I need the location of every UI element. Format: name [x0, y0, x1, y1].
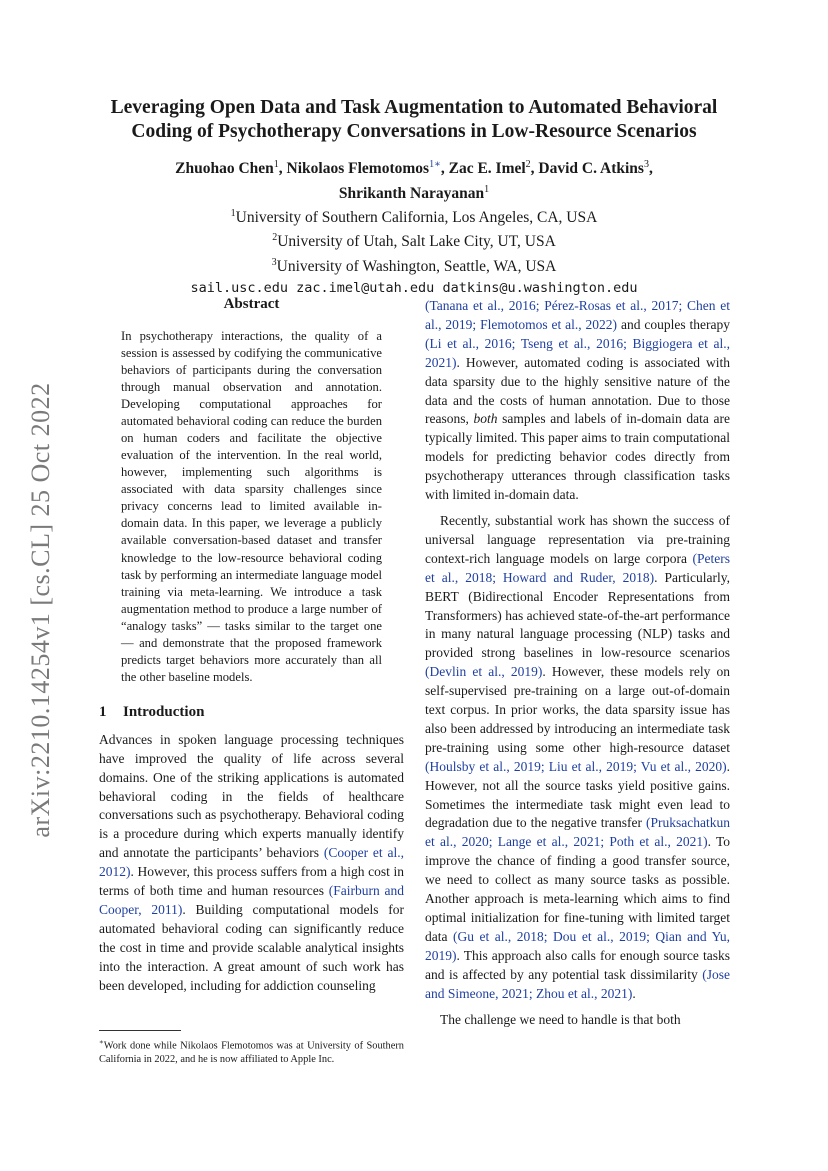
text-run: . However, these models rely on self-supervised pre-training on a large out-of-domain text corpus. In prior works, the data sparsity issue has also been addressed by introducing an intermediate task pre-training using some other high-resource dataset: [425, 664, 730, 755]
affiliation-text: University of Utah, Salt Lake City, UT, USA: [277, 233, 556, 251]
affiliation-mark: 1: [230, 208, 236, 220]
citation-link[interactable]: (Gu et al., 2018; Dou et al., 2019; Qian and Yu, 2019): [425, 928, 730, 963]
affiliation-mark: 2: [272, 232, 278, 244]
text-run: .: [632, 985, 636, 1001]
introduction-body: [99, 731, 404, 996]
affiliation-1: [60, 204, 768, 228]
author-affiliation-mark[interactable]: 1∗: [429, 159, 441, 170]
affiliation-mark: 3: [271, 256, 277, 268]
author-name: Shrikanth Narayanan: [338, 185, 485, 203]
section-heading-introduction: [99, 703, 404, 722]
author-name: David C. Atkins: [538, 160, 644, 178]
title-line-2: Coding of Psychotherapy Conversations in Low-Resource Scenarios: [131, 121, 697, 142]
author-name: Zhuohao Chen: [175, 160, 274, 178]
text-run: Advances in spoken language processing techniques have improved the quality of life across several domains. One of the striking applications is automated behavioral coding in the fields of healthcare conversations such as psychotherapy. Behavioral coding is a procedure during which experts manually identify and annotate the participants’ behaviors: [99, 731, 404, 861]
right-paragraph-3: The challenge we need to handle is that both: [440, 1011, 681, 1027]
citation-link[interactable]: (Fairburn and Cooper, 2011): [99, 883, 404, 917]
right-paragraph-1: [425, 297, 730, 505]
text-run: Recently, substantial work has shown the success of universal language representation via pre-training context-rich language models on large corpora: [425, 512, 730, 566]
emphasis-text: both: [473, 411, 498, 427]
citation-link[interactable]: (Houlsby et al., 2019; Liu et al., 2019; Vu et al., 2020): [425, 758, 727, 774]
right-column: [425, 297, 730, 1029]
author-emails: sail.usc.edu zac.imel@utah.edu datkins@u.washington.edu: [190, 279, 638, 296]
citation-link[interactable]: (Cooper et al., 2012): [99, 845, 404, 880]
text-run: samples and labels of in-domain data are typically limited. This paper aims to train computational models for predicting behavior codes directly from psychotherapy utterances through classification tasks with limited in-domain data.: [425, 411, 730, 503]
text-run: . Particularly, BERT (Bidirectional Encoder Representations from Transformers) has achieved state-of-the-art performance in many natural language processing (NLP) tasks and provided strong baselines in low-resource scenarios: [425, 569, 730, 661]
footnote-mark: ∗: [99, 1038, 104, 1046]
text-run: . However, automated coding is associated with data sparsity due to the highly sensitive nature of the data and the costs of human annotation. Due to those reasons,: [425, 354, 730, 427]
abstract-heading: Abstract: [223, 296, 280, 312]
citation-link[interactable]: (Jose and Simeone, 2021; Zhou et al., 2021): [425, 966, 730, 1001]
author-affiliation-mark: 1: [273, 159, 279, 170]
text-run: . This approach also calls for enough source tasks and is affected by any potential task dissimilarity: [425, 947, 730, 982]
right-paragraph-2: [425, 512, 730, 1004]
citation-link[interactable]: (Pruksachatkun et al., 2020; Lange et al., 2021; Poth et al., 2021): [425, 815, 730, 850]
author-name: Zac E. Imel: [448, 160, 526, 178]
text-run: . To improve the chance of finding a good transfer source, we need to collect as many source tasks as possible. Another approach is meta-learning which aims to find optimal initialization for fine-tuning with limited target data: [425, 834, 731, 944]
title-line-1: Leveraging Open Data and Task Augmentation to Automated Behavioral: [110, 97, 718, 118]
paper-title: [60, 96, 768, 144]
affiliation-text: University of Washington, Seattle, WA, USA: [276, 257, 557, 275]
author-affiliation-mark: 2: [525, 159, 531, 170]
text-run: . Building computational models for automated behavioral coding can significantly reduce the cost in time and provide scalable analytical insights into the interaction. A great amount of such work has been developed, including for addiction counseling: [99, 901, 404, 993]
text-run: . However, not all the source tasks yield positive gains. Sometimes the intermediate task might even lead to degradation due to the negative transfer: [425, 758, 730, 831]
text-run: . However, this process suffers from a high cost in terms of both time and human resources: [99, 864, 404, 899]
author-name: Nikolaos Flemotomos: [286, 160, 430, 178]
affiliation-3: [60, 253, 768, 277]
citation-link[interactable]: (Tanana et al., 2016; Pérez-Rosas et al., 2017; Chen et al., 2019; Flemotomos et al., 2022): [425, 298, 730, 332]
text-run: and couples therapy: [617, 316, 730, 332]
author-affiliation-mark: 1: [484, 184, 490, 196]
citation-link[interactable]: (Peters et al., 2018; Howard and Ruder, 2018): [425, 550, 730, 585]
affiliation-text: University of Southern California, Los Angeles, CA, USA: [235, 209, 598, 227]
footnote: [99, 1036, 404, 1066]
footnote-text: Work done while Nikolaos Flemotomos was at University of Southern California in 2022, and he is now affiliated to Apple Inc.: [99, 1040, 404, 1065]
arxiv-stamp-text: arXiv:2210.14254v1 [cs.CL] 25 Oct 2022: [26, 382, 55, 838]
abstract-text: In psychotherapy interactions, the quality of a session is assessed by codifying the communicative behaviors of participants during the conversation through manual observation and annotation. Developing computational approaches for automated behavioral coding can reduce the burden on human coders and facilitate the objective evaluation of the intervention. In the real world, however, implementing such algorithms is associated with data sparsity challenges since privacy concerns lead to limited available in-domain data. In this paper, we leverage a publicly available conversation-based dataset and transfer knowledge to the low-resource behavioral coding task by performing an intermediate language model training via meta-learning. We introduce a task augmentation method to produce a large number of “analogy tasks” — tasks similar to the target one — and demonstrate that the proposed framework predicts target behaviors more accurately than all the other baseline models.: [121, 328, 382, 684]
section-title: Introduction: [123, 703, 205, 720]
section-number: 1: [99, 703, 107, 720]
citation-link[interactable]: (Li et al., 2016; Tseng et al., 2016; Biggiogera et al., 2021): [425, 335, 730, 370]
footnote-divider: [99, 1030, 181, 1031]
author-affiliation-mark: 3: [643, 159, 649, 170]
left-column: [99, 295, 404, 995]
arxiv-stamp: [26, 370, 56, 850]
citation-link[interactable]: (Devlin et al., 2019): [425, 664, 543, 680]
author-list: Zhuohao Chen$^1$, Nikolaos Flemotomos$^{1∗}$, Zac E. Imel$^2$, David C. Atkins$^3$, Shrikanth Narayanan$^1$: [175, 159, 653, 203]
affiliation-2: [60, 228, 768, 252]
intro-paragraph-1: [99, 731, 404, 996]
paper-header: [60, 96, 768, 298]
